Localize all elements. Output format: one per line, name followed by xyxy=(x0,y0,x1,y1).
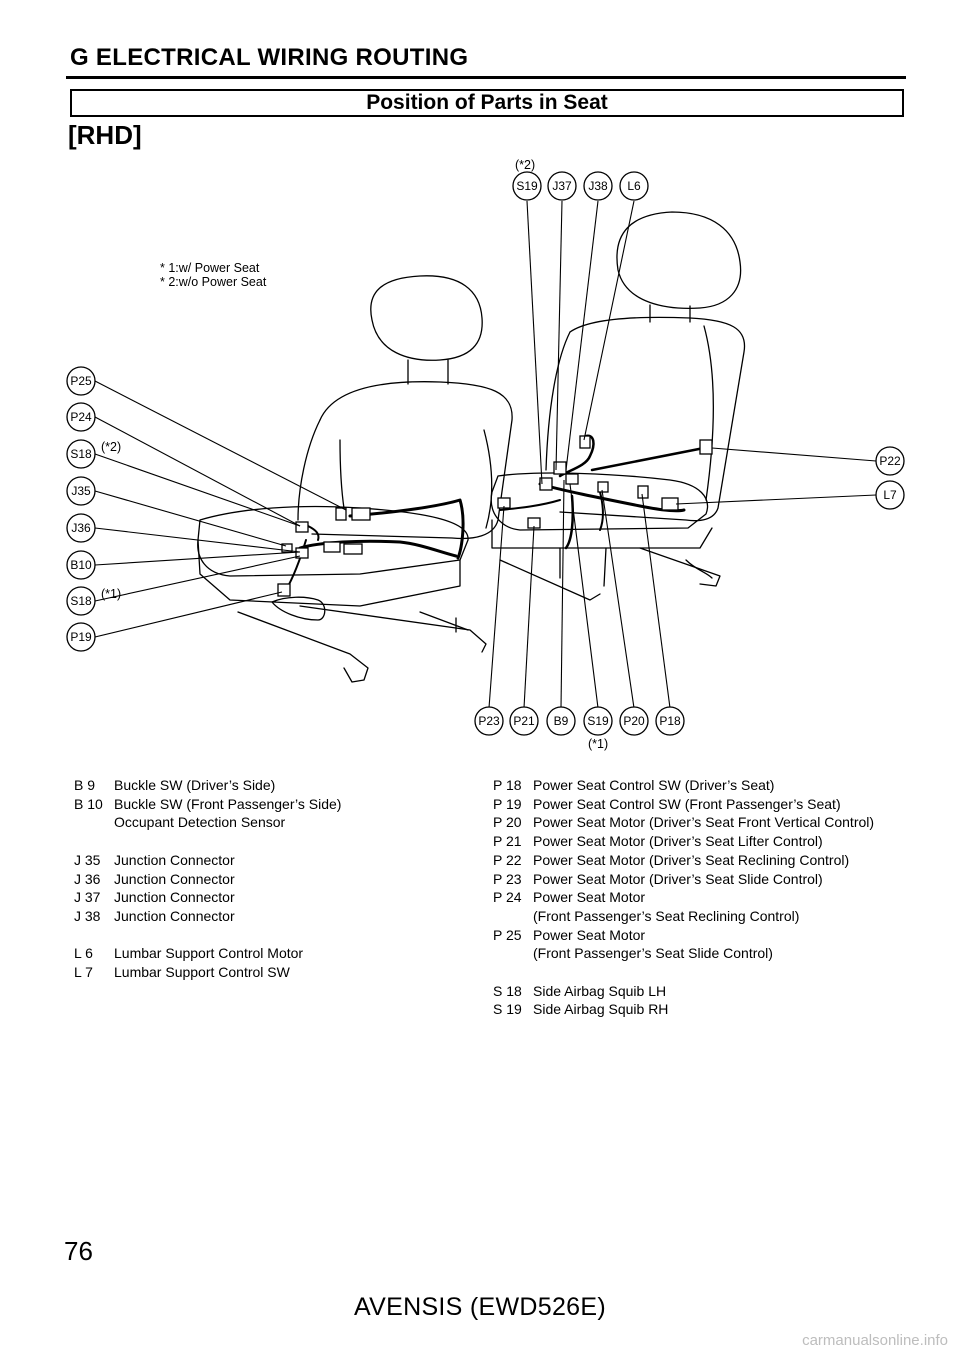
legend-code: P 19 xyxy=(493,795,522,812)
qualifier-bottom-s19: (*1) xyxy=(588,737,609,751)
legend-item-p23 xyxy=(493,870,874,889)
legend-desc: Side Airbag Squib RH xyxy=(533,1001,669,1018)
callout-j35: J35 xyxy=(71,484,91,498)
legend-desc: Power Seat Motor (Driver’s Seat Front Vertical Control) xyxy=(533,814,875,831)
callout-j36: J36 xyxy=(71,521,91,535)
legend-desc: Lumbar Support Control SW xyxy=(114,964,290,980)
legend-item-p24 xyxy=(493,888,874,907)
legend-desc: Junction Connector xyxy=(114,851,235,868)
legend-desc: (Front Passenger’s Seat Slide Control) xyxy=(533,945,773,962)
legend-desc: Side Airbag Squib LH xyxy=(533,982,667,999)
legend-item-p21 xyxy=(493,832,874,851)
legend-code: J 38 xyxy=(74,907,101,924)
callout-p20: P20 xyxy=(623,714,645,728)
legend-desc: Power Seat Motor (Driver’s Seat Slide Control) xyxy=(533,870,823,887)
legend-desc: Occupant Detection Sensor xyxy=(114,814,286,831)
legend-desc: Junction Connector xyxy=(114,907,235,924)
legend-code: P 21 xyxy=(493,833,522,850)
legend-item-p22 xyxy=(493,851,874,870)
seat-illustration xyxy=(198,212,745,682)
legend-item-p19 xyxy=(493,795,874,814)
legend-item-l7 xyxy=(74,963,341,982)
callout-l6: L6 xyxy=(627,179,641,193)
callout-p24: P24 xyxy=(70,410,92,424)
legend-desc: Power Seat Motor (Driver’s Seat Reclining Control) xyxy=(533,851,850,868)
legend-desc: Buckle SW (Driver’s Side) xyxy=(114,777,276,793)
legend-item-s19 xyxy=(493,1000,874,1019)
manual-footer: AVENSIS (EWD526E) xyxy=(354,1293,606,1321)
legend-code: B 9 xyxy=(74,777,96,793)
note-no-power-seat: * 2:w/o Power Seat xyxy=(160,275,267,289)
callout-p23: P23 xyxy=(478,714,500,728)
legend-desc: Power Seat Control SW (Front Passenger’s Seat) xyxy=(533,795,841,812)
callout-s18-bot: S18 xyxy=(70,594,92,608)
legend-code: J 37 xyxy=(74,889,101,906)
legend-desc: Lumbar Support Control Motor xyxy=(114,945,304,962)
callout-p25: P25 xyxy=(70,374,92,388)
callout-b9: B9 xyxy=(553,714,569,728)
legend-desc: Power Seat Control SW (Driver’s Seat) xyxy=(533,777,775,793)
legend-item-b9 xyxy=(74,776,341,795)
page-banner: Position of Parts in Seat xyxy=(70,89,904,117)
legend-desc: Power Seat Motor (Driver’s Seat Lifter Control) xyxy=(533,833,823,850)
legend-item-b10 xyxy=(74,795,341,814)
legend-desc: Power Seat Motor xyxy=(533,889,646,906)
callout-s19-top: S19 xyxy=(516,179,538,193)
page-number: 76 xyxy=(64,1236,93,1266)
qualifier-s18-top: (*2) xyxy=(101,440,122,454)
callout-j37: J37 xyxy=(552,179,572,193)
legend-code: P 24 xyxy=(493,889,522,906)
legend-item-p25-cont xyxy=(493,944,874,963)
legend-desc: Power Seat Motor xyxy=(533,926,646,943)
legend-code: J 36 xyxy=(74,870,101,887)
legend-code: J 35 xyxy=(74,851,101,868)
legend-desc: Junction Connector xyxy=(114,889,235,906)
legend-code: P 22 xyxy=(493,851,522,868)
legend-code: S 19 xyxy=(493,1001,522,1018)
legend-item-s18 xyxy=(493,982,874,1001)
legend-item-j37 xyxy=(74,888,341,907)
callout-p19: P19 xyxy=(70,630,92,644)
legend-code: P 20 xyxy=(493,814,522,831)
legend-item-l6 xyxy=(74,944,341,963)
legend-desc: Buckle SW (Front Passenger’s Side) xyxy=(114,795,342,812)
legend-desc: (Front Passenger’s Seat Reclining Control) xyxy=(533,907,800,924)
callout-p21: P21 xyxy=(513,714,535,728)
legend-left-column xyxy=(74,776,341,982)
callout-p22: P22 xyxy=(879,454,901,468)
watermark: carmanualsonline.info xyxy=(802,1332,948,1349)
legend-code: P 23 xyxy=(493,870,522,887)
callout-j38: J38 xyxy=(588,179,608,193)
legend-code: S 18 xyxy=(493,982,522,999)
legend-code: P 18 xyxy=(493,777,522,793)
legend-right-column xyxy=(493,776,874,1019)
legend-item-j38 xyxy=(74,907,341,926)
legend-code: P 25 xyxy=(493,926,522,943)
variant-label: [RHD] xyxy=(68,120,142,150)
qualifier-s18-bot: (*1) xyxy=(101,587,122,601)
section-title: G ELECTRICAL WIRING ROUTING xyxy=(70,44,469,71)
legend-code: B 10 xyxy=(74,795,103,812)
legend-item-p18 xyxy=(493,776,874,795)
callout-s19-bot: S19 xyxy=(587,714,609,728)
callout-b10: B10 xyxy=(70,558,92,572)
legend-code: L 6 xyxy=(74,945,93,962)
legend-item-p24-cont xyxy=(493,907,874,926)
qualifier-top-s19: (*2) xyxy=(515,158,536,172)
legend-item-j36 xyxy=(74,870,341,889)
legend-item-b10-cont xyxy=(74,813,341,832)
callout-s18-top: S18 xyxy=(70,447,92,461)
legend-code: L 7 xyxy=(74,964,93,980)
note-power-seat: * 1:w/ Power Seat xyxy=(160,261,260,275)
legend-desc: Junction Connector xyxy=(114,870,235,887)
callout-p18: P18 xyxy=(659,714,681,728)
legend-item-p20 xyxy=(493,813,874,832)
callout-l7: L7 xyxy=(883,488,897,502)
legend-item-p25 xyxy=(493,926,874,945)
legend-item-j35 xyxy=(74,851,341,870)
